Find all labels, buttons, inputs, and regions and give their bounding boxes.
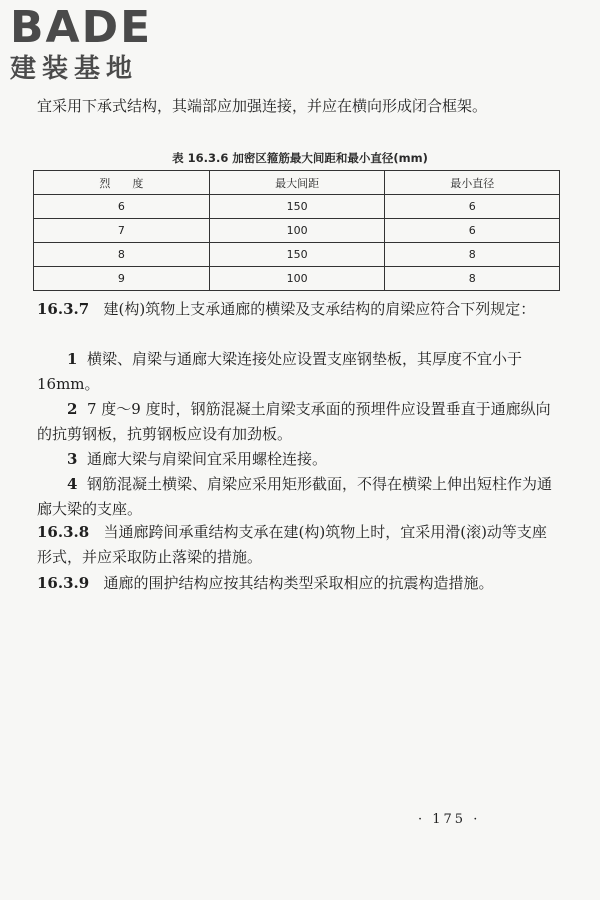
intro-paragraph: 宜采用下承式结构，其端部应加强连接，并应在横向形成闭合框架。: [37, 97, 488, 115]
table-caption: 表 16.3.6 加密区箍筋最大间距和最小直径(mm): [172, 151, 428, 165]
cell-intensity: 8: [34, 243, 210, 267]
clause-16-3-7-item-1: [37, 347, 559, 397]
table-row: [34, 219, 560, 243]
clause-text: 通廊的围护结构应按其结构类型采取相应的抗震构造措施。: [103, 574, 494, 592]
item-text: 通廊大梁与肩梁间宜采用螺栓连接。: [86, 450, 327, 468]
cell-max-spacing: 150: [209, 243, 385, 267]
cell-intensity: 9: [34, 267, 210, 291]
item-text: 钢筋混凝土横梁、肩梁应采用矩形截面，不得在横梁上伸出短柱作为通廊大梁的支座。: [37, 475, 552, 518]
table-row: [34, 195, 560, 219]
header-intensity: 烈 度: [34, 171, 210, 195]
page-number: · 175 ·: [418, 812, 481, 827]
cell-min-diameter: 8: [385, 267, 560, 291]
clause-16-3-8: [37, 520, 559, 570]
stirrup-table: [33, 170, 560, 291]
item-text: 横梁、肩梁与通廊大梁连接处应设置支座钢垫板，其厚度不宜小于 16mm。: [37, 350, 522, 393]
logo-subtitle: 建装基地: [10, 54, 139, 84]
cell-intensity: 7: [34, 219, 210, 243]
clause-text: 建(构)筑物上支承通廊的横梁及支承结构的肩梁应符合下列规定：: [103, 300, 536, 318]
bade-logo: [10, 2, 180, 84]
table-row: [34, 267, 560, 291]
cell-max-spacing: 100: [209, 219, 385, 243]
item-number: 1: [67, 350, 78, 368]
clause-number: 16.3.8: [37, 523, 90, 541]
cell-min-diameter: 8: [385, 243, 560, 267]
clause-16-3-7-item-4: [37, 472, 559, 522]
header-min-diameter: 最小直径: [385, 171, 560, 195]
table-row: [34, 243, 560, 267]
clause-number: 16.3.9: [37, 574, 90, 592]
clause-number: 16.3.7: [37, 300, 90, 318]
clause-text: 当通廊跨间承重结构支承在建(构)筑物上时，宜采用滑(滚)动等支座形式，并应采取防止落梁的措施。: [37, 523, 547, 566]
clause-16-3-7-item-2: [37, 397, 559, 447]
item-text: 7 度～9 度时，钢筋混凝土肩梁支承面的预埋件应设置垂直于通廊纵向的抗剪钢板，抗剪钢板应设有加劲板。: [37, 400, 551, 443]
item-number: 3: [67, 450, 78, 468]
clause-16-3-9: [37, 571, 559, 596]
cell-min-diameter: 6: [385, 195, 560, 219]
item-number: 4: [67, 475, 78, 493]
cell-max-spacing: 100: [209, 267, 385, 291]
header-max-spacing: 最大间距: [209, 171, 385, 195]
logo-brand: BADE: [10, 2, 153, 53]
clause-16-3-7-item-3: [37, 447, 559, 472]
cell-max-spacing: 150: [209, 195, 385, 219]
item-number: 2: [67, 400, 78, 418]
clause-16-3-7: [37, 297, 559, 322]
cell-intensity: 6: [34, 195, 210, 219]
table-header-row: [34, 171, 560, 195]
cell-min-diameter: 6: [385, 219, 560, 243]
